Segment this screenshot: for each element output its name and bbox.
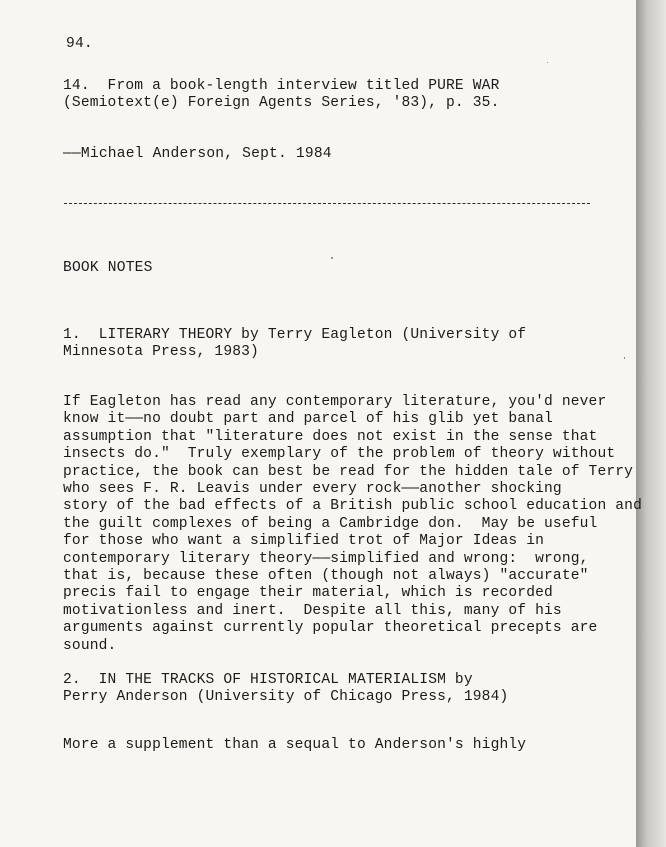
body-line: story of the bad effects of a British public school education and xyxy=(63,498,642,515)
note-1-heading xyxy=(63,327,526,362)
body-line: precis fail to engage their material, which is recorded xyxy=(63,585,553,602)
body-line: insects do." Truly exemplary of the problem of theory without xyxy=(63,446,616,463)
footnote-line: 14. From a book-length interview titled PURE WAR xyxy=(63,78,500,94)
body-line: If Eagleton has read any contemporary literature, you'd never xyxy=(63,394,607,410)
body-line: practice, the book can best be read for the hidden tale of Terry xyxy=(63,463,634,480)
heading-line: Minnesota Press, 1983) xyxy=(63,344,259,361)
note-2-heading xyxy=(63,672,508,707)
body-line: that is, because these often (though not always) "accurate" xyxy=(63,568,589,585)
body-line: contemporary literary theory——simplified and wrong: wrong, xyxy=(63,550,589,567)
body-line: for those who want a simplified trot of Major Ideas in xyxy=(63,533,545,550)
footnote-line: (Semiotext(e) Foreign Agents Series, '83), p. 35. xyxy=(63,95,500,112)
section-divider xyxy=(64,203,590,204)
body-line: the guilt complexes of being a Cambridge don. May be useful xyxy=(63,515,598,532)
note-1-body xyxy=(63,394,642,655)
author-signature: ——Michael Anderson, Sept. 1984 xyxy=(63,146,332,162)
body-line: More a supplement than a sequal to Anderson's highly xyxy=(63,737,527,753)
body-line: who sees F. R. Leavis under every rock——another shocking xyxy=(63,481,562,498)
heading-line: Perry Anderson (University of Chicago Press, 1984) xyxy=(63,689,509,706)
heading-line: 2. IN THE TRACKS OF HISTORICAL MATERIALISM by xyxy=(63,672,473,688)
body-line: assumption that "literature does not exist in the sense that xyxy=(63,428,598,445)
section-title: BOOK NOTES xyxy=(63,260,153,276)
paper-speck xyxy=(624,357,625,359)
heading-line: 1. LITERARY THEORY by Terry Eagleton (University of xyxy=(63,327,527,343)
body-line: sound. xyxy=(63,637,117,654)
paper-speck xyxy=(547,62,548,63)
body-line: know it——no doubt part and parcel of his glib yet banal xyxy=(63,411,553,428)
note-2-body xyxy=(63,737,526,754)
page-number: 94. xyxy=(66,36,93,52)
body-line: motivationless and inert. Despite all this, many of his xyxy=(63,602,562,619)
footnote-14 xyxy=(63,78,499,113)
paper-speck xyxy=(331,257,333,259)
body-line: arguments against currently popular theoretical precepts are xyxy=(63,620,598,637)
